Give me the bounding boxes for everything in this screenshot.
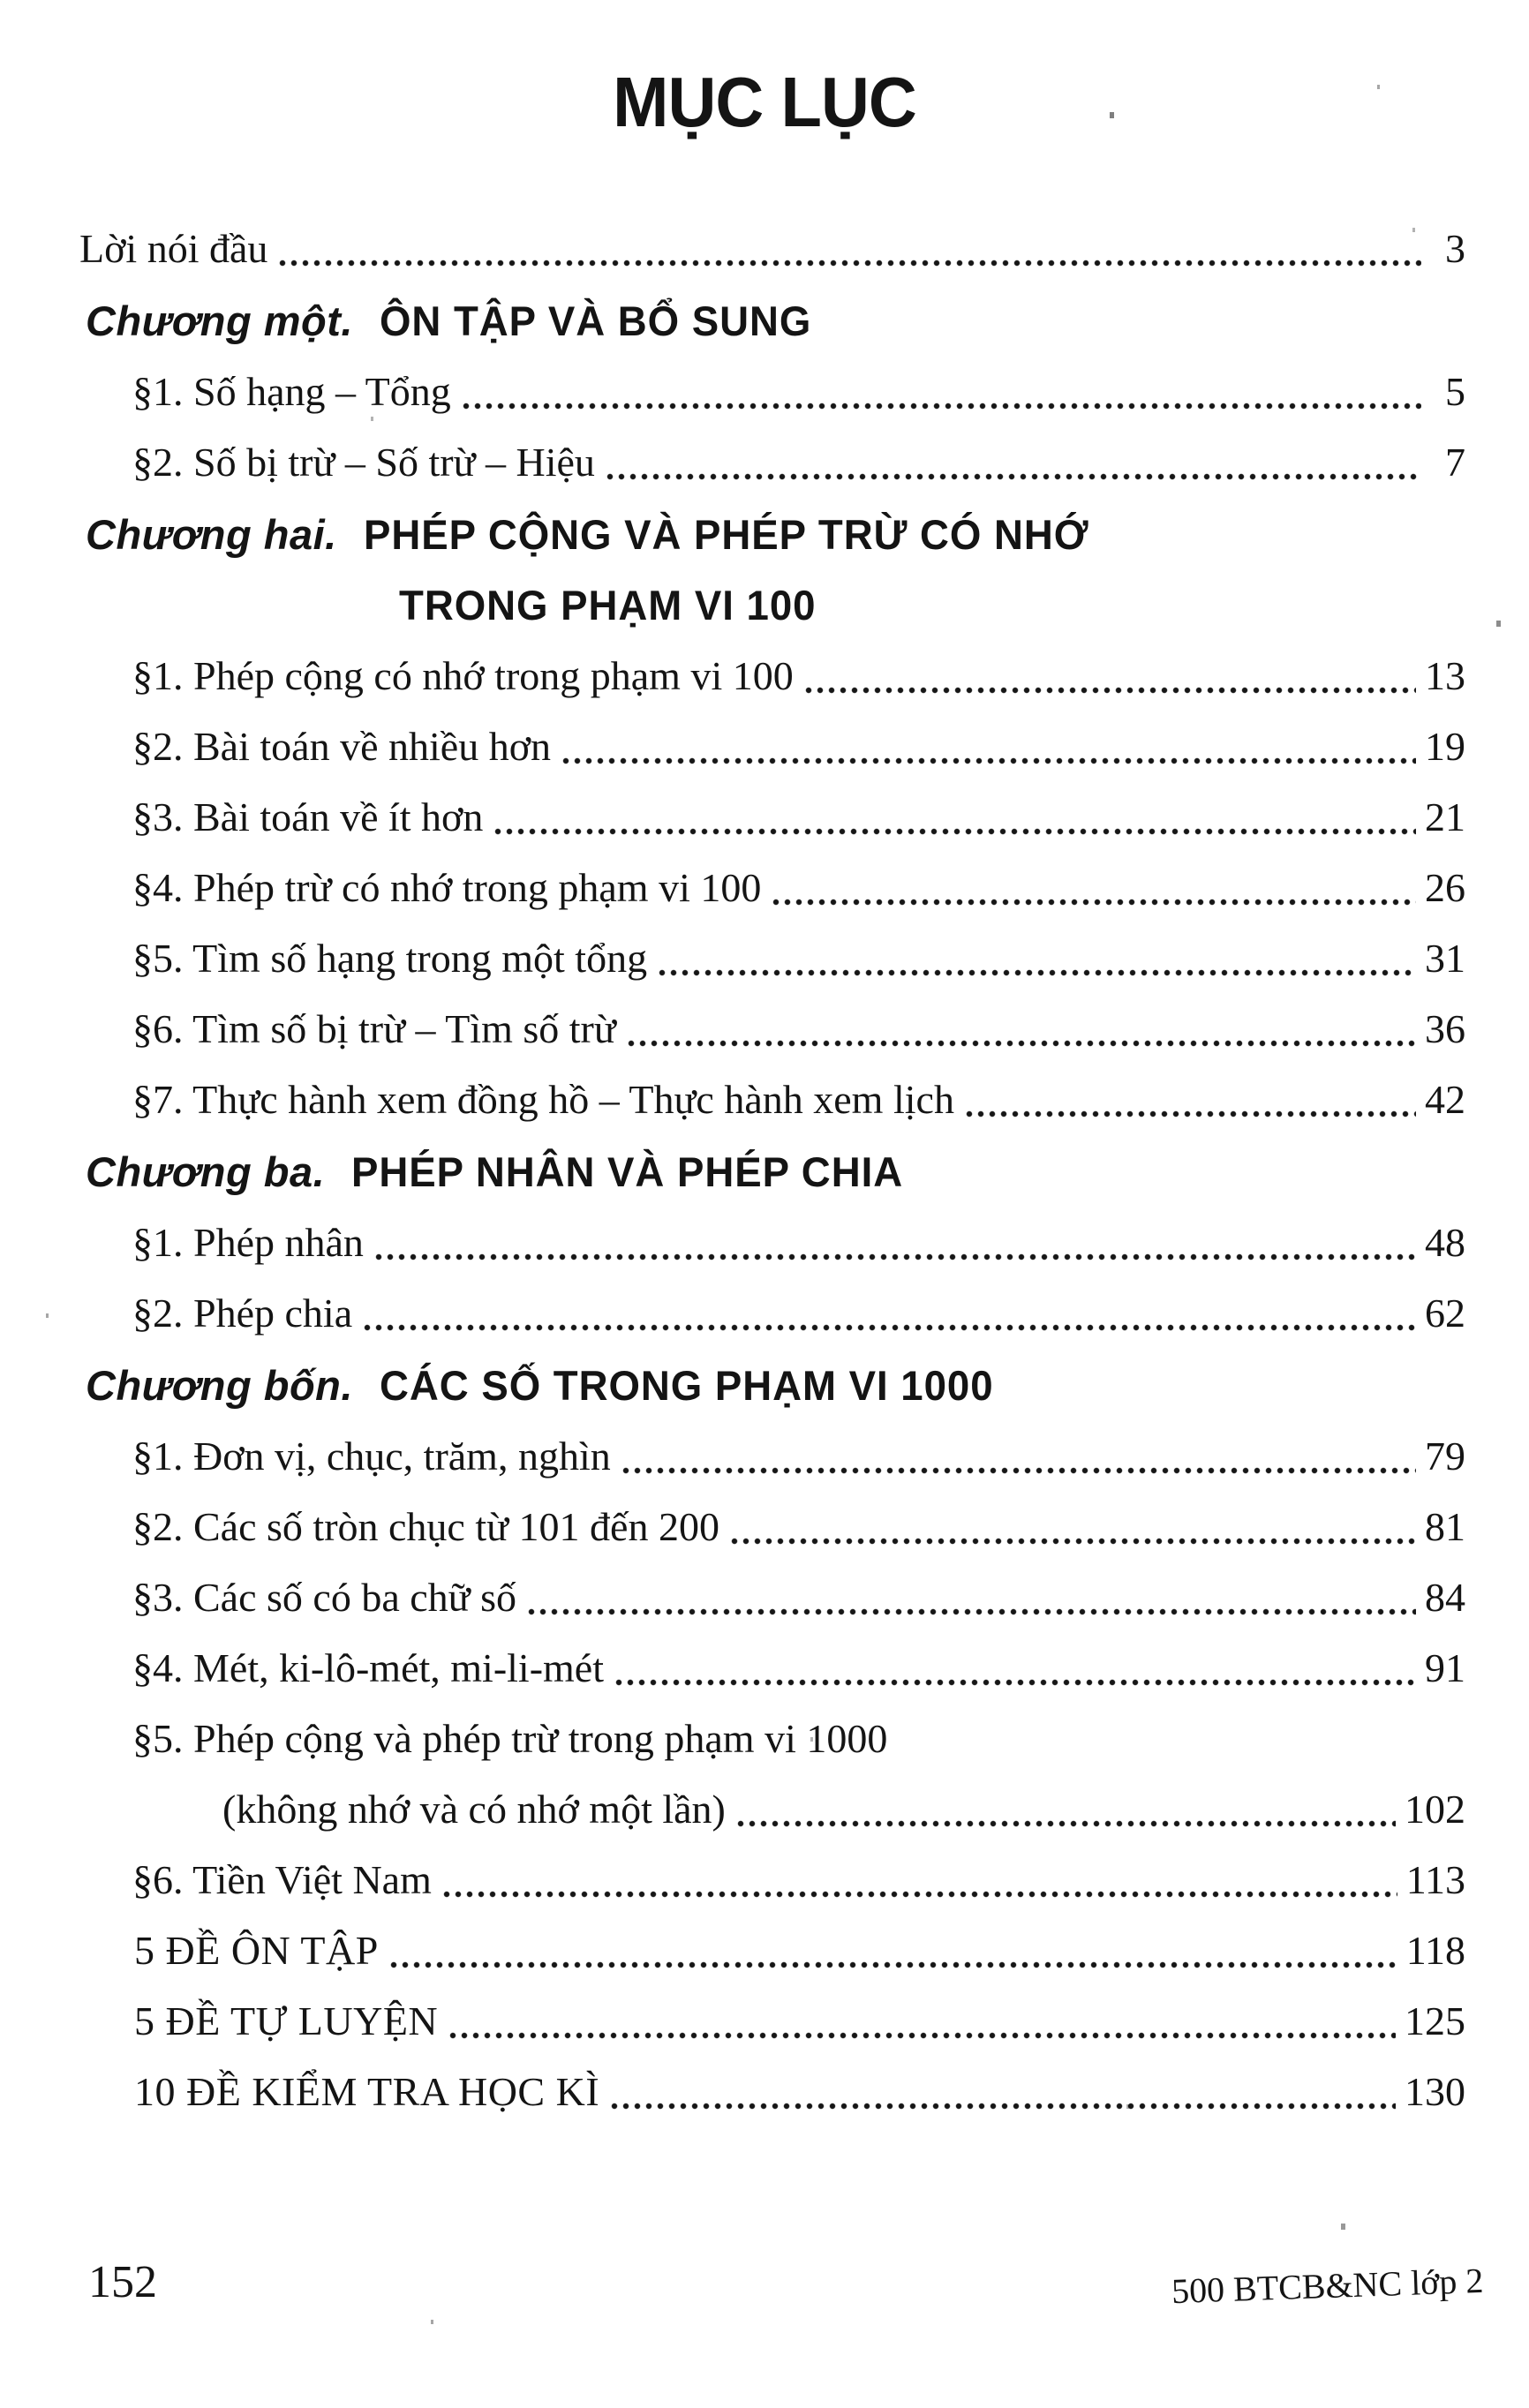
dot-leader — [658, 968, 1416, 977]
dot-leader — [736, 1819, 1396, 1828]
toc-entry-label: 5 ĐỀ TỰ LUYỆN — [134, 1998, 439, 2043]
toc-entry-page: 62 — [1425, 1291, 1465, 1336]
toc-entry-page: 21 — [1425, 794, 1465, 839]
toc-entry-label: §2. Số bị trừ – Số trừ – Hiệu — [132, 440, 595, 485]
toc-entry-label: §2. Phép chia — [132, 1291, 353, 1336]
footer-page-number: 152 — [88, 2257, 157, 2307]
toc-entry-label: §1. Số hạng – Tổng — [132, 369, 451, 414]
toc-entry — [79, 1501, 1465, 1554]
toc-entry-page: 48 — [1425, 1220, 1465, 1265]
toc-entry-label: §3. Các số có ba chữ số — [132, 1575, 517, 1620]
toc-entry — [79, 1216, 1465, 1269]
toc-entry — [79, 862, 1465, 914]
toc-entry-page: 130 — [1405, 2069, 1465, 2114]
dot-leader — [614, 1678, 1416, 1687]
chapter-prefix: Chương hai. — [86, 511, 337, 558]
dot-leader — [772, 898, 1416, 907]
chapter-prefix: Chương một. — [86, 297, 353, 344]
toc-entry-page: 19 — [1425, 724, 1465, 769]
dot-leader — [561, 756, 1416, 765]
dot-leader — [374, 1253, 1416, 1261]
toc-entry — [79, 1003, 1465, 1056]
toc-entry-page: 31 — [1425, 936, 1465, 981]
toc-entry-semester-exams — [79, 2066, 1465, 2118]
chapter-heading-2-cont — [79, 579, 1465, 632]
toc-entry-label: Lời nói đầu — [79, 226, 268, 271]
toc-entry-label: §5. Phép cộng và phép trừ trong phạm vi 1000 — [132, 1716, 888, 1761]
chapter-heading-3 — [79, 1146, 1465, 1199]
toc-entry — [79, 1571, 1465, 1624]
toc-entry-page: 3 — [1445, 226, 1465, 271]
toc-entry — [79, 1430, 1465, 1483]
toc-entry — [79, 932, 1465, 985]
dot-leader — [965, 1110, 1416, 1118]
chapter-title: PHÉP NHÂN VÀ PHÉP CHIA — [351, 1148, 904, 1195]
toc-entry-page: 84 — [1425, 1575, 1465, 1620]
toc-entry-label: §1. Phép nhân — [132, 1220, 364, 1265]
chapter-prefix: Chương bốn. — [86, 1362, 353, 1409]
toc-entry-label: §2. Bài toán về nhiều hơn — [132, 724, 552, 769]
chapter-title: CÁC SỐ TRONG PHẠM VI 1000 — [379, 1362, 994, 1409]
dot-leader — [363, 1323, 1416, 1332]
dot-leader — [527, 1607, 1416, 1616]
dot-leader — [610, 2102, 1396, 2111]
dot-leader — [442, 1890, 1397, 1899]
chapter-title: ÔN TẬP VÀ BỔ SUNG — [379, 297, 812, 344]
toc-entry — [79, 791, 1465, 844]
toc-entry-label: 10 ĐỀ KIỂM TRA HỌC KÌ — [134, 2069, 600, 2114]
toc-entry-label: §6. Tiền Việt Nam — [132, 1857, 432, 1902]
dot-leader — [804, 686, 1416, 695]
toc-entry — [79, 1287, 1465, 1340]
toc-entry-practice-tests — [79, 1995, 1465, 2048]
toc-entry-page: 36 — [1425, 1006, 1465, 1051]
dot-leader — [627, 1039, 1416, 1048]
toc-entry-label: §3. Bài toán về ít hơn — [132, 794, 484, 839]
toc-entry-page: 5 — [1445, 369, 1465, 414]
chapter-heading-4 — [79, 1359, 1465, 1412]
toc-entry-label: §6. Tìm số bị trừ – Tìm số trừ — [132, 1006, 616, 1051]
toc-entry — [79, 1854, 1465, 1907]
toc-entry-label: §5. Tìm số hạng trong một tổng — [132, 936, 648, 981]
toc-entry — [79, 650, 1465, 703]
toc-entry-page: 7 — [1445, 440, 1465, 485]
toc-entry-label: §4. Mét, ki-lô-mét, mi-li-mét — [132, 1645, 605, 1690]
dot-leader — [621, 1466, 1416, 1475]
dot-leader — [278, 259, 1421, 267]
toc-entry — [79, 720, 1465, 773]
dot-leader — [730, 1537, 1416, 1546]
toc-entry-preface — [79, 222, 1465, 275]
toc-entry-label: §4. Phép trừ có nhớ trong phạm vi 100 — [132, 865, 762, 910]
dot-leader — [448, 2031, 1396, 2040]
toc-entry-page: 42 — [1425, 1077, 1465, 1122]
toc-entry-page: 13 — [1425, 653, 1465, 698]
chapter-heading-2 — [79, 508, 1465, 561]
toc-entry-page: 118 — [1405, 1928, 1465, 1973]
chapter-heading-1 — [79, 295, 1465, 348]
toc-list — [79, 222, 1465, 2118]
toc-entry-label: §1. Đơn vị, chục, trăm, nghìn — [132, 1434, 611, 1479]
page-title: MỤC LỤC — [613, 63, 916, 141]
toc-entry-page: 125 — [1405, 1998, 1465, 2043]
toc-entry-label: (không nhớ và có nhớ một lần) — [222, 1787, 726, 1832]
dot-leader — [606, 472, 1421, 481]
toc-entry — [79, 1642, 1465, 1695]
dot-leader — [493, 827, 1416, 836]
toc-entry — [79, 1073, 1465, 1126]
toc-entry-label: §1. Phép cộng có nhớ trong phạm vi 100 — [132, 653, 794, 698]
toc-entry-label: §2. Các số tròn chục từ 101 đến 200 — [132, 1504, 719, 1549]
chapter-title: PHÉP CỘNG VÀ PHÉP TRỪ CÓ NHỚ — [363, 511, 1089, 558]
toc-entry-review-tests — [79, 1924, 1465, 1977]
toc-entry-two-line-first — [79, 1712, 1465, 1765]
toc-entry — [79, 365, 1465, 418]
footer-edition: 500 BTCB&NC lớp 2 — [1170, 2260, 1484, 2312]
toc-entry — [79, 436, 1465, 489]
toc-entry-page: 79 — [1425, 1434, 1465, 1479]
toc-entry-page: 26 — [1425, 865, 1465, 910]
toc-entry-two-line-second — [79, 1783, 1465, 1836]
chapter-prefix: Chương ba. — [86, 1148, 326, 1195]
dot-leader — [389, 1960, 1397, 1969]
toc-entry-page: 91 — [1425, 1645, 1465, 1690]
dot-leader — [462, 402, 1421, 410]
toc-entry-label: 5 ĐỀ ÔN TẬP — [134, 1928, 379, 1973]
toc-entry-label: §7. Thực hành xem đồng hồ – Thực hành xem lịch — [132, 1077, 954, 1122]
toc-entry-page: 102 — [1405, 1787, 1465, 1832]
chapter-title-continuation: TRONG PHẠM VI 100 — [399, 582, 817, 628]
toc-entry-page: 113 — [1405, 1857, 1465, 1902]
toc-entry-page: 81 — [1425, 1504, 1465, 1549]
